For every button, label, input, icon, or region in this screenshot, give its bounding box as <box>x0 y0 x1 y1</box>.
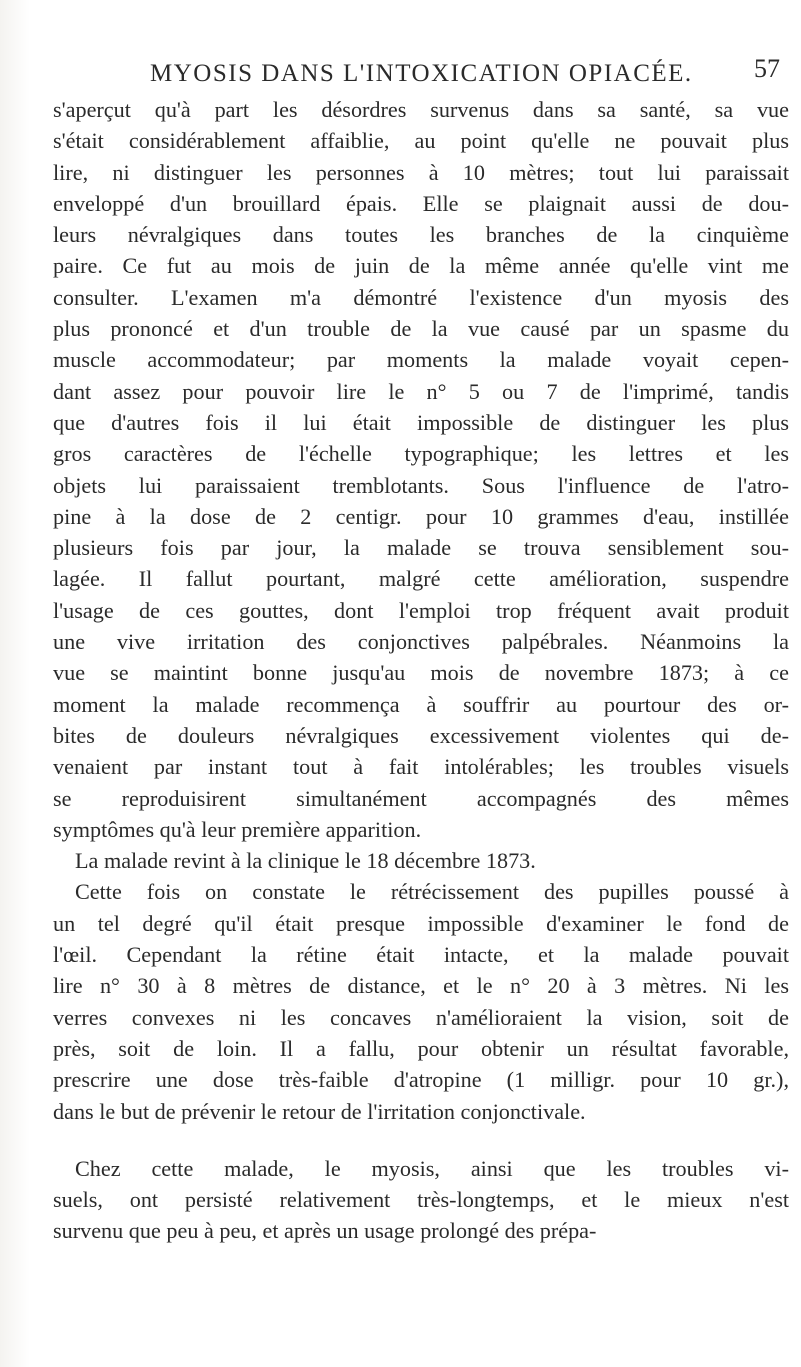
text-line: venaient par instant tout à fait intolérables; les troubles visuels <box>53 754 789 780</box>
paragraph <box>53 1153 789 1247</box>
text-line: dans le but de prévenir le retour de l'irritation conjonctivale. <box>53 1098 586 1124</box>
text-line: pine à la dose de 2 centigr. pour 10 grammes d'eau, instillée <box>53 503 789 529</box>
text-line: vue se maintint bonne jusqu'au mois de novembre 1873; à ce <box>53 660 789 686</box>
text-line: moment la malade recommença à souffrir au pourtour des or- <box>53 691 789 717</box>
paragraph <box>53 94 789 845</box>
text-line: un tel degré qu'il était presque impossible d'examiner le fond de <box>53 910 789 936</box>
text-line: consulter. L'examen m'a démontré l'existence d'un myosis des <box>53 284 789 310</box>
body-text <box>53 94 789 1247</box>
text-line: plusieurs fois par jour, la malade se trouva sensiblement sou- <box>53 535 789 561</box>
text-line: symptômes qu'à leur première apparition. <box>53 816 422 842</box>
text-line: Cette fois on constate le rétrécissement des pupilles poussé à <box>75 879 789 905</box>
text-line: verres convexes ni les concaves n'amélioraient la vision, soit de <box>53 1004 789 1030</box>
page-header <box>0 54 801 94</box>
text-line: s'aperçut qu'à part les désordres survenus dans sa santé, sa vue <box>53 97 789 122</box>
text-line: l'usage de ces gouttes, dont l'emploi trop fréquent avait produit <box>53 597 789 623</box>
text-line: survenu que peu à peu, et après un usage prolongé des prépa- <box>53 1218 597 1244</box>
paragraph-gap <box>53 1127 789 1153</box>
text-line: lagée. Il fallut pourtant, malgré cette amélioration, suspendre <box>53 566 789 592</box>
paragraph <box>53 845 789 1127</box>
page-number: 57 <box>754 54 780 83</box>
text-line: l'œil. Cependant la rétine était intacte, et la malade pouvait <box>53 942 789 968</box>
text-line: près, soit de loin. Il a fallu, pour obtenir un résultat favorable, <box>53 1035 789 1061</box>
text-line: muscle accommodateur; par moments la malade voyait cepen- <box>53 347 789 373</box>
text-line: se reproduisirent simultanément accompagnés des mêmes <box>53 785 789 811</box>
text-line: une vive irritation des conjonctives palpébrales. Néanmoins la <box>53 629 789 655</box>
text-line: prescrire une dose très-faible d'atropine (1 milligr. pour 10 gr.), <box>53 1067 789 1093</box>
text-line: bites de douleurs névralgiques excessivement violentes qui de- <box>53 722 789 748</box>
text-line: La malade revint à la clinique le 18 décembre 1873. <box>75 848 536 874</box>
text-line: objets lui paraissaient tremblotants. Sous l'influence de l'atro- <box>53 472 789 498</box>
text-line: gros caractères de l'échelle typographique; les lettres et les <box>53 441 789 467</box>
text-line: lire, ni distinguer les personnes à 10 mètres; tout lui paraissait <box>53 159 789 185</box>
text-line: lire n° 30 à 8 mètres de distance, et le n° 20 à 3 mètres. Ni les <box>53 973 789 999</box>
text-line: s'était considérablement affaiblie, au point qu'elle ne pouvait plus <box>53 128 789 154</box>
text-line: plus prononcé et d'un trouble de la vue causé par un spasme du <box>53 316 789 342</box>
text-line: suels, ont persisté relativement très-longtemps, et le mieux n'est <box>53 1187 789 1213</box>
text-line: Chez cette malade, le myosis, ainsi que les troubles vi- <box>75 1155 789 1181</box>
text-line: dant assez pour pouvoir lire le n° 5 ou 7 de l'imprimé, tandis <box>53 378 789 404</box>
text-line: paire. Ce fut au mois de juin de la même année qu'elle vint me <box>53 253 789 279</box>
text-line: que d'autres fois il lui était impossible de distinguer les plus <box>53 409 789 435</box>
text-line: leurs névralgiques dans toutes les branches de la cinquième <box>53 222 789 248</box>
running-title: MYOSIS DANS L'INTOXICATION OPIACÉE. <box>150 60 693 87</box>
text-line: enveloppé d'un brouillard épais. Elle se plaignait aussi de dou- <box>53 190 789 216</box>
